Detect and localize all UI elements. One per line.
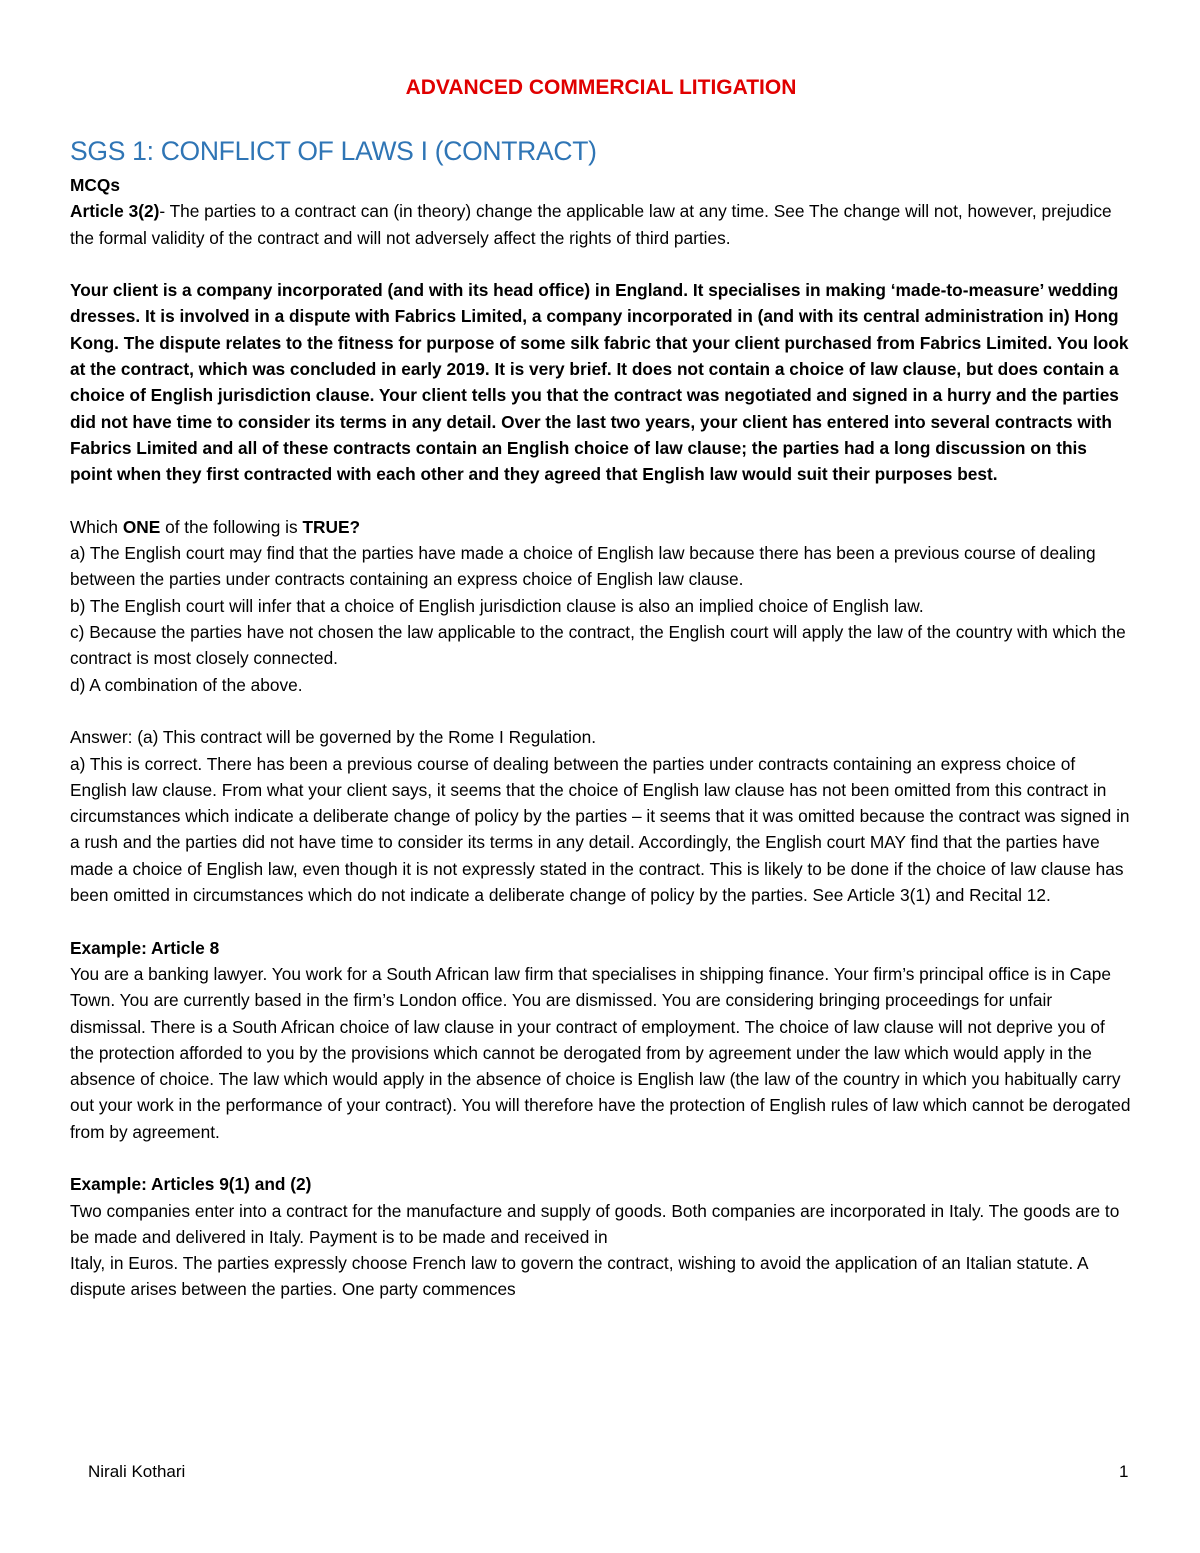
- answer-explanation: a) This is correct. There has been a previous course of dealing between the parties under contracts containing an express choice of English law clause. From what your client says, it seems that the choice of English law clause has not been omitted from this contract in circumstances which indicate a deliberate change of policy by the parties – it seems that it was omitted because the contract was signed in a rush and the parties did not have time to consider its terms in any detail. Accordingly, the English court MAY find that the parties have made a choice of English law, even though it is not expressly stated in the contract. This is likely to be done if the choice of law clause has been omitted in circumstances which do not indicate a deliberate change of policy by the parties. See Article 3(1) and Recital 12.: [70, 753, 1130, 906]
- option-b: b) The English court will infer that a choice of English jurisdiction clause is also an implied choice of English law.: [70, 595, 924, 616]
- question-prefix: Which: [70, 516, 123, 537]
- example-article-8-heading: Example: Article 8: [70, 937, 220, 958]
- question-one-emphasis: ONE: [122, 516, 161, 537]
- example-articles-9-text-part2: Italy, in Euros. The parties expressly choose French law to govern the contract, wishing to avoid the application of an Italian statute. A dispute arises between the parties. One party commences: [70, 1253, 1088, 1300]
- option-c: c) Because the parties have not chosen the law applicable to the contract, the English court will apply the law of the country with which the contract is most closely connected.: [70, 622, 1126, 669]
- footer-page-number: 1: [1119, 1462, 1129, 1481]
- section-heading: SGS 1: CONFLICT OF LAWS I (CONTRACT): [70, 136, 597, 166]
- option-a: a) The English court may find that the parties have made a choice of English law because there has been a previous course of dealing between the parties under contracts containing an express choice of English law clause.: [70, 543, 1096, 590]
- article-3-2-paragraph: [70, 198, 1132, 251]
- option-d: d) A combination of the above.: [70, 674, 303, 695]
- article-3-2-label: Article 3(2): [70, 201, 160, 222]
- example-articles-9-text-part1: Two companies enter into a contract for the manufacture and supply of goods. Both companies are incorporated in Italy. The goods are to be made and delivered in Italy. Payment is to be made and received in: [70, 1200, 1120, 1247]
- question-line: [70, 514, 1132, 540]
- mcqs-label: MCQs: [70, 175, 120, 195]
- answer-line: Answer: (a) This contract will be governed by the Rome I Regulation.: [70, 727, 597, 748]
- document-title: ADVANCED COMMERCIAL LITIGATION: [405, 76, 797, 99]
- footer-author: Nirali Kothari: [88, 1462, 186, 1481]
- question-true-emphasis: TRUE?: [302, 516, 361, 537]
- scenario-paragraph: Your client is a company incorporated (and with its head office) in England. It specialises in making ‘made-to-measure’ wedding dresses. It is involved in a dispute with Fabrics Limited, a company incorporated in (and with its central administration in) Hong Kong. The dispute relates to the fitness for purpose of some silk fabric that your client purchased from Fabrics Limited. You look at the contract, which was concluded in early 2019. It is very brief. It does not contain a choice of law clause, but does contain a choice of English jurisdiction clause. Your client tells you that the contract was negotiated and signed in a hurry and the parties did not have time to consider its terms in any detail. Over the last two years, your client has entered into several contracts with Fabrics Limited and all of these contracts contain an English choice of law clause; the parties had a long discussion on this point when they first contracted with each other and they agreed that English law would suit their purposes best.: [70, 280, 1129, 485]
- article-3-2-text: - The parties to a contract can (in theory) change the applicable law at any time. See The change will not, however, prejudice the formal validity of the contract and will not adversely affect the rights of third parties.: [70, 201, 1112, 248]
- document-page: [70, 0, 1132, 1553]
- question-middle: of the following is: [160, 516, 303, 537]
- example-articles-9-heading: Example: Articles 9(1) and (2): [70, 1174, 312, 1195]
- document-body: [70, 172, 1132, 1303]
- example-article-8-text: You are a banking lawyer. You work for a South African law firm that specialises in shipping finance. Your firm’s principal office is in Cape Town. You are currently based in the firm’s London office. You are dismissed. You are considering bringing proceedings for unfair dismissal. There is a South African choice of law clause in your contract of employment. The choice of law clause will not deprive you of the protection afforded to you by the provisions which cannot be derogated from by agreement under the law which would apply in the absence of choice. The law which would apply in the absence of choice is English law (the law of the country in which you habitually carry out your work in the performance of your contract). You will therefore have the protection of English rules of law which cannot be derogated from by agreement.: [70, 963, 1131, 1142]
